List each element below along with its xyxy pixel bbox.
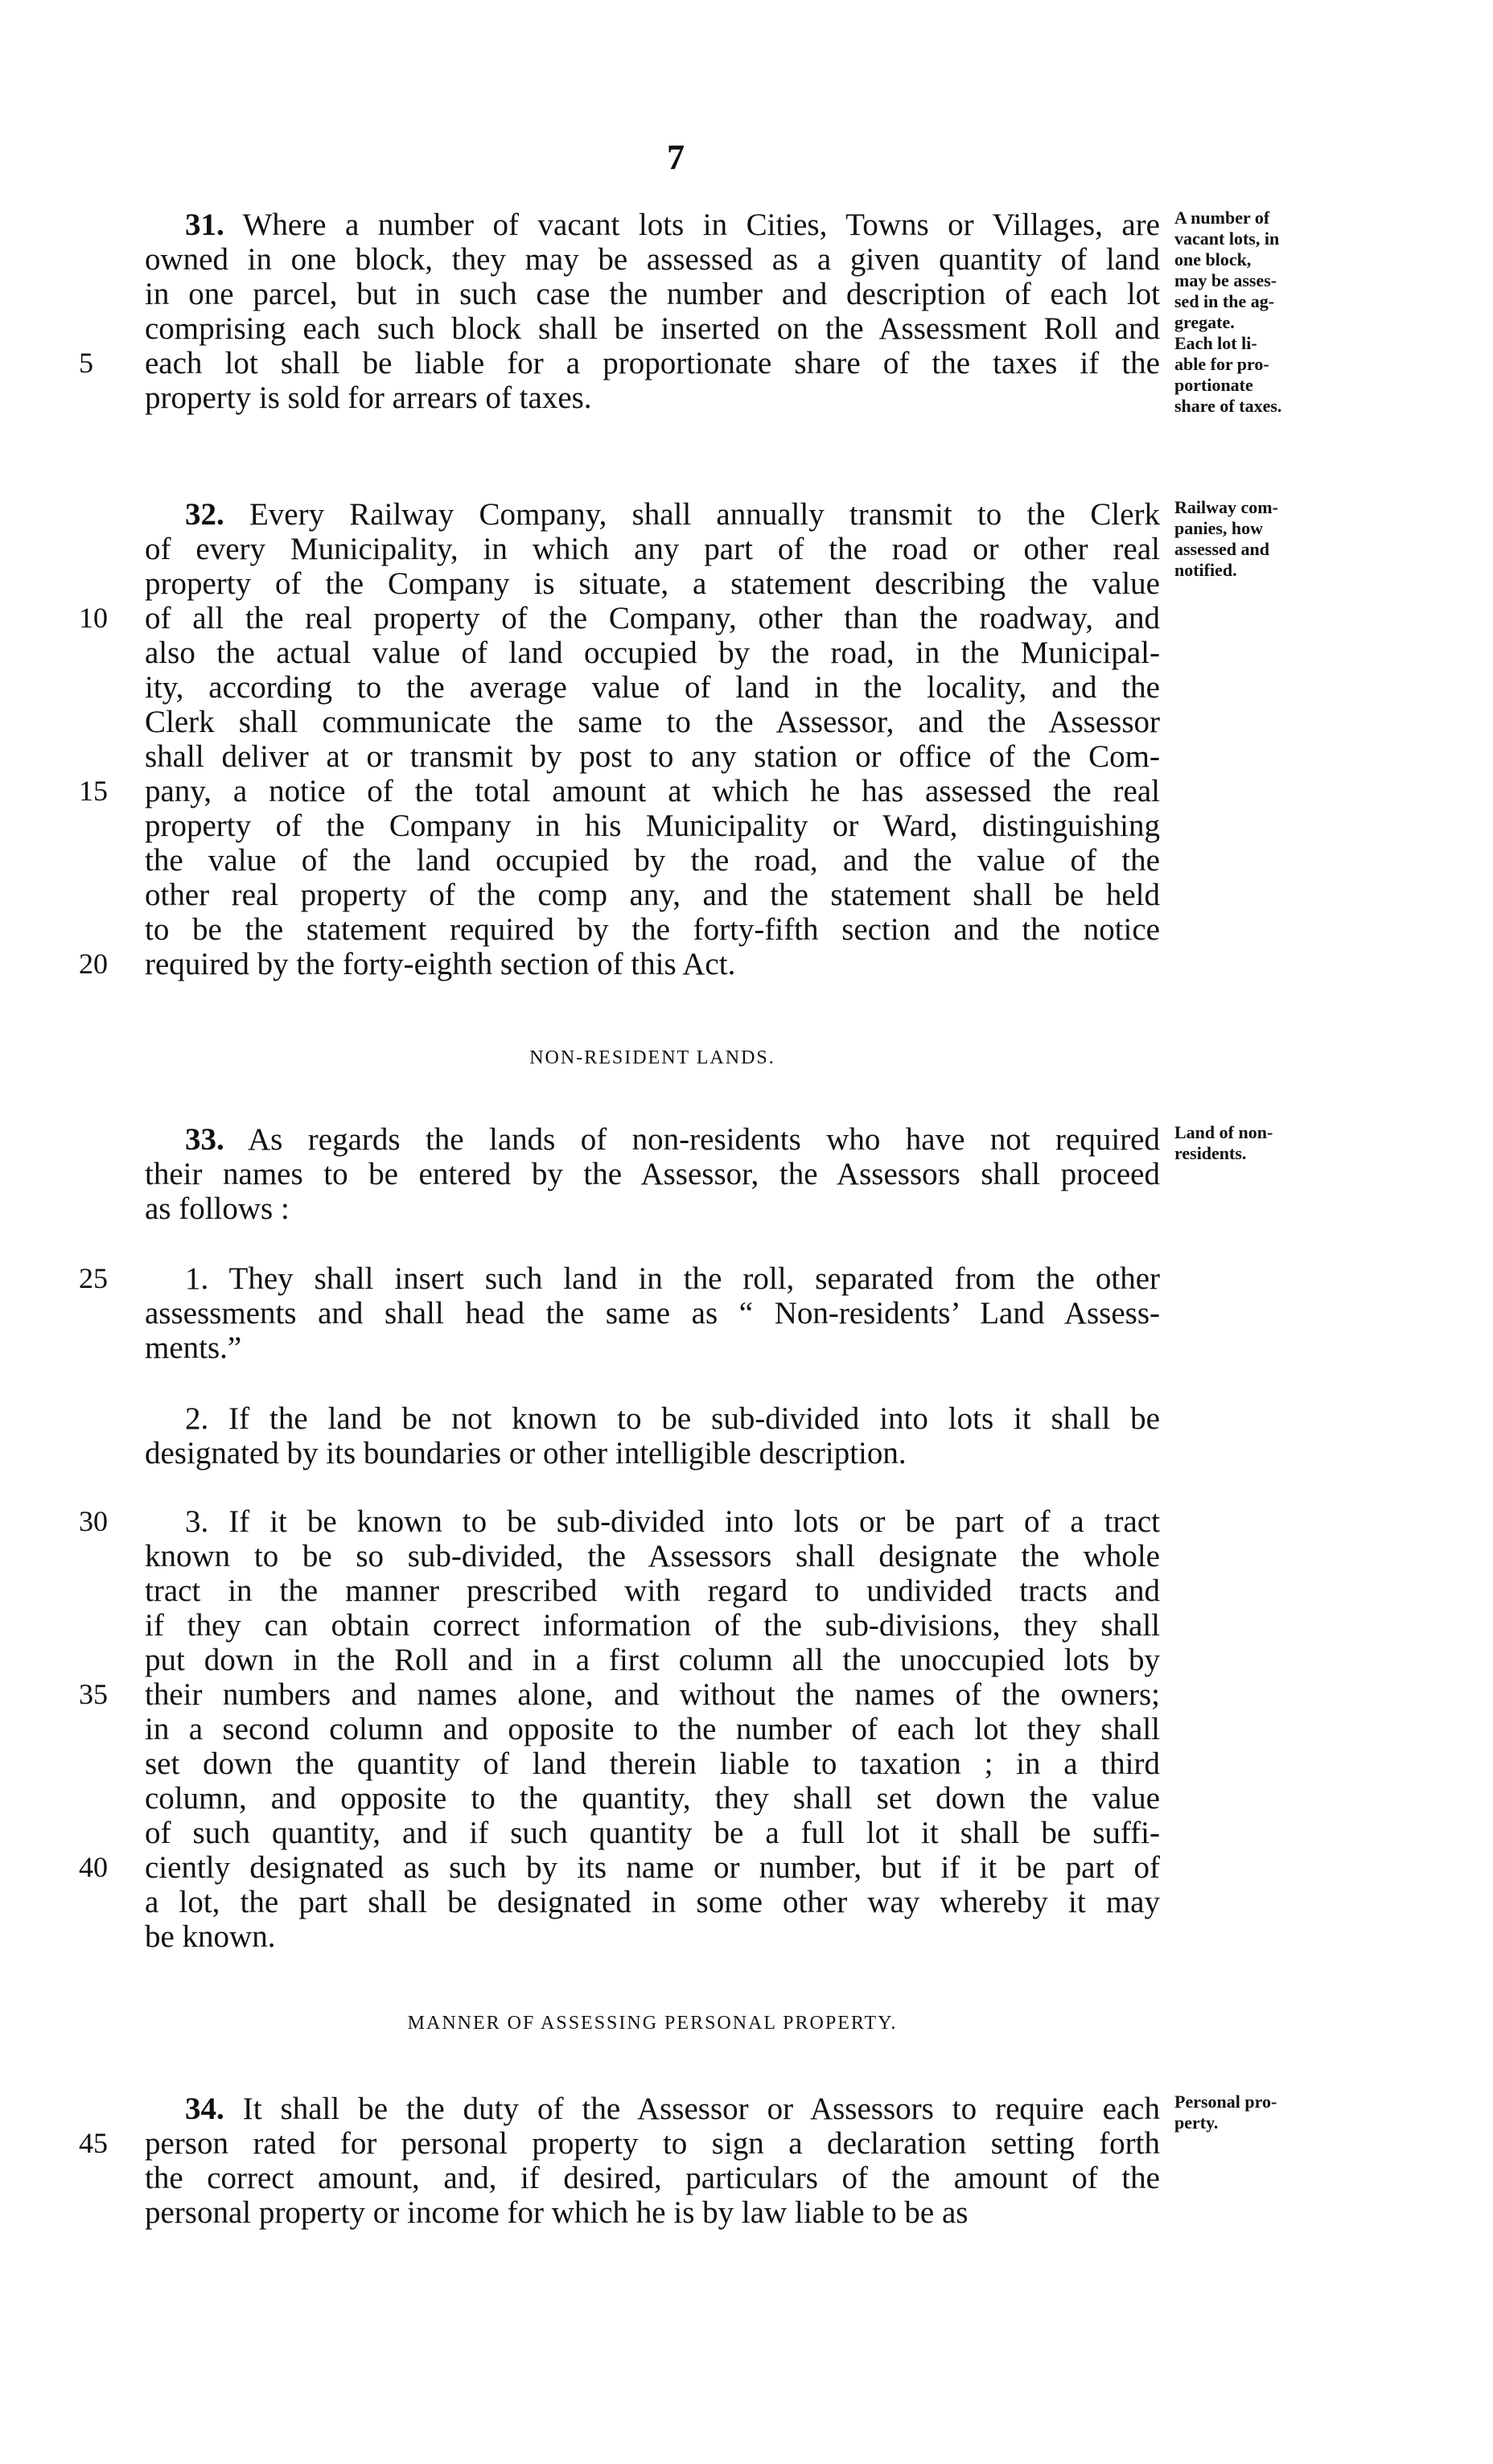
text-line: in a second column and opposite to the number of each lot they shall [145, 1712, 1160, 1746]
text-line: designated by its boundaries or other intelligible description. [145, 1436, 907, 1471]
page-number: 7 [667, 138, 685, 177]
section-number: 31. [185, 208, 224, 242]
list-item [79, 1504, 1160, 1954]
section-number: 33. [185, 1122, 224, 1157]
text-line: property is sold for arrears of taxes. [145, 381, 592, 415]
line-number: 30 [79, 1505, 108, 1537]
text-line: 15 pany, a notice of the total amount at which he has assessed the real [79, 774, 1160, 808]
margin-note-31: A number of vacant lots, in one block, may be asses- sed in the ag- gregate. Each lot li- able for pro- portionate share of taxes. [1174, 208, 1282, 416]
section-heading: NON-RESIDENT LANDS. [529, 1047, 775, 1068]
line-number: 5 [79, 347, 93, 379]
text-line: if they can obtain correct information of the sub-divisions, they shall [145, 1608, 1160, 1643]
line-number: 15 [79, 775, 108, 807]
text-line: put down in the Roll and in a first column all the unoccupied lots by [145, 1643, 1160, 1677]
text-line: 30 3. If it be known to be sub-divided into lots or be part of a tract [79, 1504, 1160, 1539]
text-line: in one parcel, but in such case the number and description of each lot [145, 277, 1160, 311]
section-number: 32. [185, 497, 224, 532]
text-line: as follows : [145, 1191, 290, 1226]
section-34 [79, 2092, 1160, 2230]
text-line: of such quantity, and if such quantity be a full lot it shall be suffi- [145, 1816, 1160, 1850]
text-line: the correct amount, and, if desired, particulars of the amount of the [145, 2161, 1160, 2195]
line-number: 40 [79, 1851, 108, 1883]
text-line: tract in the manner prescribed with regard to undivided tracts and [145, 1573, 1160, 1608]
text-line: shall deliver at or transmit by post to any station or office of the Com- [145, 739, 1160, 774]
text-line: 10 of all the real property of the Company, other than the roadway, and [79, 601, 1160, 636]
text-line: a lot, the part shall be designated in some other way whereby it may [145, 1885, 1160, 1919]
text-line: personal property or income for which he is by law liable to be as [145, 2195, 969, 2230]
text-line: 33. As regards the lands of non-residents who have not required [185, 1122, 1160, 1157]
section-heading: MANNER OF ASSESSING PERSONAL PROPERTY. [407, 2013, 898, 2034]
line-number: 20 [79, 948, 108, 980]
margin-note-34: Personal pro- perty. [1174, 2092, 1277, 2133]
margin-note-32: Railway com- panies, how assessed and notified. [1174, 497, 1278, 580]
line-number: 35 [79, 1678, 108, 1710]
section-33 [145, 1122, 1160, 1226]
text-line: the value of the land occupied by the road, and the value of the [145, 843, 1160, 878]
line-number: 10 [79, 602, 108, 634]
text-line: to be the statement required by the forty-fifth section and the notice [145, 912, 1160, 947]
section-number: 34. [185, 2092, 224, 2126]
text-line: 31. Where a number of vacant lots in Cities, Towns or Villages, are [185, 208, 1160, 242]
text-line: 20 required by the forty-eighth section of this Act. [79, 947, 736, 981]
text-line: owned in one block, they may be assessed as a given quantity of land [145, 242, 1160, 277]
list-item [145, 1401, 1160, 1471]
line-number: 25 [79, 1262, 108, 1294]
text-line: other real property of the comp any, and the statement shall be held [145, 878, 1160, 912]
section-32 [79, 497, 1161, 981]
text-line: known to be so sub-divided, the Assessors shall designate the whole [145, 1539, 1160, 1573]
text-line: ments.” [145, 1331, 242, 1365]
text-line: 45 person rated for personal property to sign a declaration setting forth [79, 2126, 1160, 2161]
text-line: of every Municipality, in which any part of the road or other real [145, 532, 1160, 566]
text-line: also the actual value of land occupied by the road, in the Municipal- [145, 636, 1160, 670]
section-31 [79, 208, 1160, 415]
text-line: 40 ciently designated as such by its name or number, but if it be part of [79, 1850, 1160, 1885]
text-line: 32. Every Railway Company, shall annually transmit to the Clerk [185, 497, 1161, 532]
text-line: 35 their numbers and names alone, and without the names of the owners; [79, 1677, 1160, 1712]
text-line: comprising each such block shall be inserted on the Assessment Roll and [145, 311, 1160, 346]
text-line: 5 each lot shall be liable for a proportionate share of the taxes if the [79, 346, 1160, 381]
line-number: 45 [79, 2127, 108, 2159]
text-line: be known. [145, 1919, 276, 1954]
text-line: set down the quantity of land therein liable to taxation ; in a third [145, 1746, 1160, 1781]
text-line: property of the Company in his Municipality or Ward, distinguishing [145, 808, 1160, 843]
text-line: 34. It shall be the duty of the Assessor or Assessors to require each [185, 2092, 1160, 2126]
text-line: 25 1. They shall insert such land in the roll, separated from the other [79, 1261, 1160, 1296]
text-line: Clerk shall communicate the same to the Assessor, and the Assessor [145, 705, 1160, 739]
text-line: their names to be entered by the Assessor, the Assessors shall proceed [145, 1157, 1160, 1191]
margin-note-33: Land of non- residents. [1174, 1122, 1273, 1163]
text-line: ity, according to the average value of land in the locality, and the [145, 670, 1160, 705]
list-item [79, 1261, 1160, 1365]
text-line: property of the Company is situate, a statement describing the value [145, 566, 1160, 601]
text-line: 2. If the land be not known to be sub-divided into lots it shall be [185, 1401, 1160, 1436]
text-line: assessments and shall head the same as “ Non-residents’ Land Assess- [145, 1296, 1160, 1331]
text-line: column, and opposite to the quantity, they shall set down the value [145, 1781, 1160, 1816]
